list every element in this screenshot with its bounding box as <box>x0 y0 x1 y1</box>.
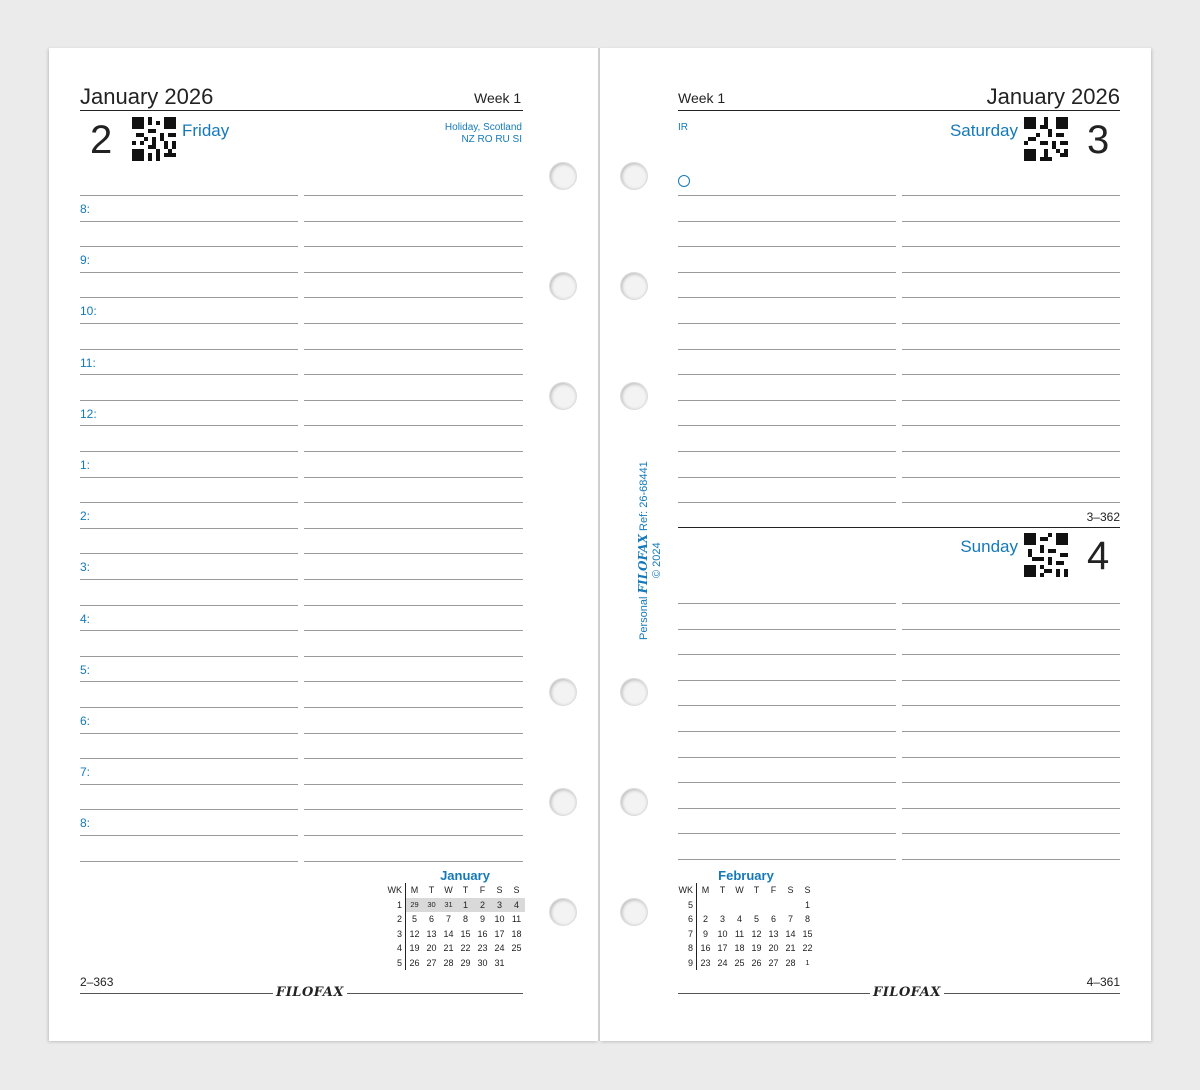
right-writing-line <box>902 731 1120 732</box>
left-writing-line <box>304 477 523 478</box>
left-writing-line <box>80 861 298 862</box>
calendar-day-cell: 26 <box>409 957 420 968</box>
january-mini-calendar <box>385 868 525 970</box>
calendar-day-cell: 4 <box>736 914 742 925</box>
calendar-header-cell: WK <box>385 883 406 898</box>
left-writing-line <box>80 451 298 452</box>
calendar-day-cell: 1 <box>457 898 474 913</box>
right-writing-line <box>678 808 896 809</box>
hour-label: 8: <box>80 816 91 830</box>
calendar-day-cell: 2 <box>702 914 708 925</box>
left-writing-line <box>304 246 523 247</box>
left-writing-line <box>304 374 523 375</box>
calendar-day-cell: 8 <box>462 914 468 925</box>
spine-copyright: © 2024 <box>651 542 663 578</box>
calendar-day-cell: 11 <box>734 928 745 939</box>
right-writing-line <box>902 323 1120 324</box>
calendar-day-cell: 4 <box>508 898 525 913</box>
right-writing-line <box>678 603 896 604</box>
calendar-day-cell: 29 <box>406 898 424 913</box>
calendar-day-cell: 10 <box>717 928 728 939</box>
ring-hole <box>620 788 648 816</box>
right-writing-line <box>678 859 896 860</box>
left-writing-line <box>80 477 298 478</box>
sunday-qr-code <box>1024 533 1068 577</box>
left-week-label: Week 1 <box>474 90 522 106</box>
page-gutter <box>598 48 600 1041</box>
ring-hole <box>549 898 577 926</box>
left-writing-line <box>304 221 523 222</box>
spine-personal: Personal <box>638 596 650 640</box>
calendar-day-cell: 8 <box>804 914 810 925</box>
right-writing-line <box>902 400 1120 401</box>
left-writing-line <box>80 297 298 298</box>
hour-label: 6: <box>80 714 91 728</box>
calendar-header-cell: S <box>804 885 811 896</box>
calendar-header-cell: T <box>753 885 760 896</box>
right-writing-line <box>678 400 896 401</box>
right-writing-line <box>678 195 896 196</box>
calendar-day-cell: 1 <box>804 899 810 910</box>
calendar-day-cell: 10 <box>494 914 505 925</box>
calendar-day-cell: 3 <box>491 898 508 913</box>
calendar-week-number: 9 <box>676 956 697 971</box>
calendar-day-cell: 26 <box>751 957 762 968</box>
calendar-day-cell: 30 <box>477 957 488 968</box>
calendar-day-cell <box>765 898 782 913</box>
right-writing-line <box>678 654 896 655</box>
calendar-day-cell: 15 <box>802 928 813 939</box>
calendar-week-number: 6 <box>676 912 697 927</box>
calendar-week-number: 2 <box>385 912 406 927</box>
right-writing-line <box>678 680 896 681</box>
right-writing-line <box>678 323 896 324</box>
ring-hole <box>549 788 577 816</box>
right-writing-line <box>902 246 1120 247</box>
calendar-day-cell: 25 <box>511 943 522 954</box>
sunday-day-name: Sunday <box>960 537 1018 556</box>
friday-day-number: 2 <box>90 118 113 162</box>
calendar-day-cell: 22 <box>460 943 471 954</box>
calendar-day-cell: 27 <box>768 957 779 968</box>
left-writing-line <box>304 733 523 734</box>
sunday-day-number: 4 <box>1087 534 1110 578</box>
calendar-day-cell: 20 <box>768 943 779 954</box>
left-writing-line <box>80 374 298 375</box>
left-writing-line <box>304 809 523 810</box>
left-writing-line <box>304 784 523 785</box>
calendar-day-cell: 16 <box>700 943 711 954</box>
left-writing-line <box>304 861 523 862</box>
calendar-day-cell: 16 <box>477 928 488 939</box>
left-writing-line <box>80 733 298 734</box>
calendar-day-cell: 3 <box>719 914 725 925</box>
february-mini-calendar <box>676 868 816 970</box>
left-writing-line <box>304 451 523 452</box>
left-writing-line <box>304 323 523 324</box>
holiday-note <box>445 122 522 146</box>
calendar-day-cell: 15 <box>460 928 471 939</box>
hour-label: 3: <box>80 560 91 574</box>
calendar-day-cell <box>508 956 525 971</box>
calendar-day-cell: 24 <box>717 957 728 968</box>
saturday-day-name: Saturday <box>949 121 1018 140</box>
right-writing-line <box>678 272 896 273</box>
calendar-header-cell: M <box>410 885 419 896</box>
calendar-header-cell: M <box>701 885 710 896</box>
calendar-day-cell: 18 <box>734 943 745 954</box>
calendar-day-cell: 13 <box>426 928 437 939</box>
left-writing-line <box>304 425 523 426</box>
left-writing-line <box>80 553 298 554</box>
calendar-header-cell: T <box>719 885 726 896</box>
right-writing-line <box>902 859 1120 860</box>
right-writing-line <box>902 603 1120 604</box>
calendar-week-number: 8 <box>676 941 697 956</box>
left-writing-line <box>80 630 298 631</box>
saturday-day-number: 3 <box>1087 118 1110 162</box>
calendar-day-cell: 5 <box>753 914 759 925</box>
february-calendar-table <box>676 883 816 970</box>
left-writing-line <box>304 502 523 503</box>
right-writing-line <box>678 731 896 732</box>
left-writing-line <box>80 425 298 426</box>
ring-hole <box>549 678 577 706</box>
hour-label: 11: <box>80 356 96 370</box>
left-writing-line <box>304 656 523 657</box>
left-writing-line <box>80 758 298 759</box>
right-writing-line <box>902 221 1120 222</box>
right-writing-line <box>902 349 1120 350</box>
hour-label: 5: <box>80 663 91 677</box>
hour-label: 1: <box>80 458 91 472</box>
right-writing-line <box>902 680 1120 681</box>
friday-day-name: Friday <box>182 121 230 140</box>
calendar-day-cell <box>714 898 731 913</box>
ring-hole <box>549 162 577 190</box>
saturday-note: IR <box>678 122 688 133</box>
calendar-day-cell: 17 <box>717 943 728 954</box>
calendar-header-cell: S <box>787 885 794 896</box>
left-filofax-logo: FILOFAX <box>273 985 347 1000</box>
right-writing-line <box>678 425 896 426</box>
spine-filofax-logo: FILOFAX <box>636 534 650 594</box>
hour-label: 4: <box>80 612 91 626</box>
right-writing-line <box>902 502 1120 503</box>
right-writing-line <box>678 629 896 630</box>
right-writing-line <box>678 451 896 452</box>
calendar-day-cell: 31 <box>440 898 457 913</box>
calendar-day-cell: 13 <box>768 928 779 939</box>
left-writing-line <box>304 195 523 196</box>
right-writing-line <box>902 195 1120 196</box>
right-writing-line <box>902 654 1120 655</box>
saturday-qr-code <box>1024 117 1068 161</box>
left-writing-line <box>304 707 523 708</box>
hour-label: 9: <box>80 253 91 267</box>
calendar-day-cell: 19 <box>409 943 420 954</box>
calendar-header-cell: WK <box>676 883 697 898</box>
calendar-week-number: 4 <box>385 941 406 956</box>
calendar-header-cell: T <box>428 885 435 896</box>
calendar-day-cell: 7 <box>787 914 793 925</box>
hour-label: 7: <box>80 765 91 779</box>
calendar-day-cell: 23 <box>700 957 711 968</box>
ring-hole <box>620 272 648 300</box>
calendar-day-cell: 23 <box>477 943 488 954</box>
left-writing-line <box>80 681 298 682</box>
left-writing-line <box>80 605 298 606</box>
right-writing-line <box>678 221 896 222</box>
left-writing-line <box>304 681 523 682</box>
calendar-day-cell: 22 <box>802 943 813 954</box>
calendar-day-cell: 7 <box>445 914 451 925</box>
right-writing-line <box>902 297 1120 298</box>
right-writing-line <box>678 297 896 298</box>
sunday-divider-rule <box>678 527 1120 528</box>
calendar-day-cell: 27 <box>426 957 437 968</box>
calendar-week-number: 1 <box>385 898 406 913</box>
right-writing-line <box>902 808 1120 809</box>
left-writing-line <box>80 784 298 785</box>
left-month-title: January 2026 <box>80 84 214 109</box>
spine-imprint <box>637 461 664 640</box>
calendar-day-cell: 29 <box>460 957 471 968</box>
calendar-header-cell: W <box>444 885 453 896</box>
left-page-number: 2–363 <box>80 975 114 989</box>
left-writing-line <box>80 579 298 580</box>
right-writing-line <box>902 477 1120 478</box>
left-writing-line <box>80 809 298 810</box>
friday-qr-code <box>132 117 176 161</box>
right-writing-line <box>678 833 896 834</box>
left-writing-line <box>304 400 523 401</box>
spine-ref: Ref: 26-68441 <box>638 461 650 531</box>
left-writing-line <box>80 195 298 196</box>
calendar-day-cell: 30 <box>423 898 440 913</box>
calendar-header-cell: S <box>496 885 503 896</box>
left-writing-line <box>80 528 298 529</box>
calendar-day-cell: 12 <box>751 928 762 939</box>
left-writing-line <box>80 349 298 350</box>
calendar-day-cell: 20 <box>426 943 437 954</box>
hour-label: 2: <box>80 509 91 523</box>
left-writing-line <box>304 553 523 554</box>
right-writing-line <box>902 272 1120 273</box>
left-writing-line <box>80 656 298 657</box>
calendar-day-cell: 21 <box>443 943 454 954</box>
right-writing-line <box>678 374 896 375</box>
calendar-day-cell: 14 <box>443 928 454 939</box>
calendar-week-number: 5 <box>676 898 697 913</box>
calendar-header-cell: W <box>735 885 744 896</box>
right-writing-line <box>678 246 896 247</box>
left-writing-line <box>304 528 523 529</box>
calendar-day-cell: 11 <box>511 914 522 925</box>
calendar-day-cell: 6 <box>428 914 434 925</box>
left-writing-line <box>304 758 523 759</box>
right-writing-line <box>678 349 896 350</box>
right-writing-line <box>678 782 896 783</box>
right-writing-line <box>902 451 1120 452</box>
calendar-day-cell: 6 <box>770 914 776 925</box>
calendar-week-number: 3 <box>385 927 406 942</box>
left-writing-line <box>304 605 523 606</box>
calendar-day-cell: 28 <box>785 957 796 968</box>
hour-label: 12: <box>80 407 97 421</box>
right-filofax-logo: FILOFAX <box>870 985 944 1000</box>
saturday-page-ref: 3–362 <box>1086 510 1120 524</box>
january-calendar-title: January <box>440 868 490 883</box>
left-writing-line <box>80 835 298 836</box>
calendar-day-cell: 24 <box>494 943 505 954</box>
calendar-day-cell: 2 <box>474 898 491 913</box>
ring-hole <box>549 382 577 410</box>
hour-label: 8: <box>80 202 91 216</box>
holiday-line-2: NZ RO RU SI <box>461 134 522 145</box>
calendar-day-cell <box>782 898 799 913</box>
left-writing-line <box>304 630 523 631</box>
right-page-number: 4–361 <box>1086 975 1120 989</box>
right-writing-line <box>902 833 1120 834</box>
right-header-rule <box>678 110 1120 111</box>
calendar-day-cell: 25 <box>734 957 745 968</box>
right-writing-line <box>678 705 896 706</box>
calendar-header-cell: F <box>770 885 777 896</box>
calendar-header-cell: T <box>462 885 469 896</box>
left-writing-line <box>80 400 298 401</box>
left-writing-line <box>304 297 523 298</box>
calendar-header-cell: F <box>479 885 486 896</box>
right-month-title: January 2026 <box>986 84 1120 109</box>
left-writing-line <box>304 835 523 836</box>
hour-label: 10: <box>80 304 97 318</box>
left-writing-line <box>80 246 298 247</box>
ring-hole <box>620 678 648 706</box>
calendar-day-cell: 5 <box>411 914 417 925</box>
calendar-week-number: 7 <box>676 927 697 942</box>
calendar-day-cell <box>697 898 715 913</box>
left-writing-line <box>304 349 523 350</box>
right-writing-line <box>902 374 1120 375</box>
calendar-day-cell: 1 <box>805 958 810 968</box>
right-writing-line <box>678 502 896 503</box>
calendar-day-cell: 21 <box>785 943 796 954</box>
new-moon-icon <box>678 175 690 187</box>
calendar-day-cell: 14 <box>785 928 796 939</box>
left-writing-line <box>80 323 298 324</box>
calendar-week-number: 5 <box>385 956 406 971</box>
ring-hole <box>620 382 648 410</box>
right-writing-line <box>902 705 1120 706</box>
calendar-header-cell: S <box>513 885 520 896</box>
february-calendar-title: February <box>718 868 774 883</box>
right-writing-line <box>678 477 896 478</box>
ring-hole <box>549 272 577 300</box>
calendar-day-cell: 31 <box>494 957 505 968</box>
left-writing-line <box>80 707 298 708</box>
holiday-line-1: Holiday, Scotland <box>444 122 522 133</box>
calendar-day-cell: 18 <box>511 928 522 939</box>
left-writing-line <box>80 502 298 503</box>
right-writing-line <box>902 425 1120 426</box>
right-week-label: Week 1 <box>678 90 726 106</box>
ring-hole <box>620 162 648 190</box>
right-writing-line <box>678 757 896 758</box>
left-writing-line <box>304 579 523 580</box>
left-writing-line <box>304 272 523 273</box>
calendar-day-cell <box>748 898 765 913</box>
right-writing-line <box>902 757 1120 758</box>
calendar-day-cell: 9 <box>479 914 485 925</box>
calendar-day-cell: 17 <box>494 928 505 939</box>
right-writing-line <box>902 782 1120 783</box>
left-header-rule <box>80 110 523 111</box>
calendar-day-cell: 28 <box>443 957 454 968</box>
calendar-day-cell: 12 <box>409 928 420 939</box>
ring-hole <box>620 898 648 926</box>
calendar-day-cell <box>731 898 748 913</box>
calendar-day-cell: 9 <box>702 928 708 939</box>
left-writing-line <box>80 272 298 273</box>
january-calendar-table <box>385 883 525 970</box>
right-writing-line <box>902 629 1120 630</box>
left-writing-line <box>80 221 298 222</box>
calendar-day-cell: 19 <box>751 943 762 954</box>
